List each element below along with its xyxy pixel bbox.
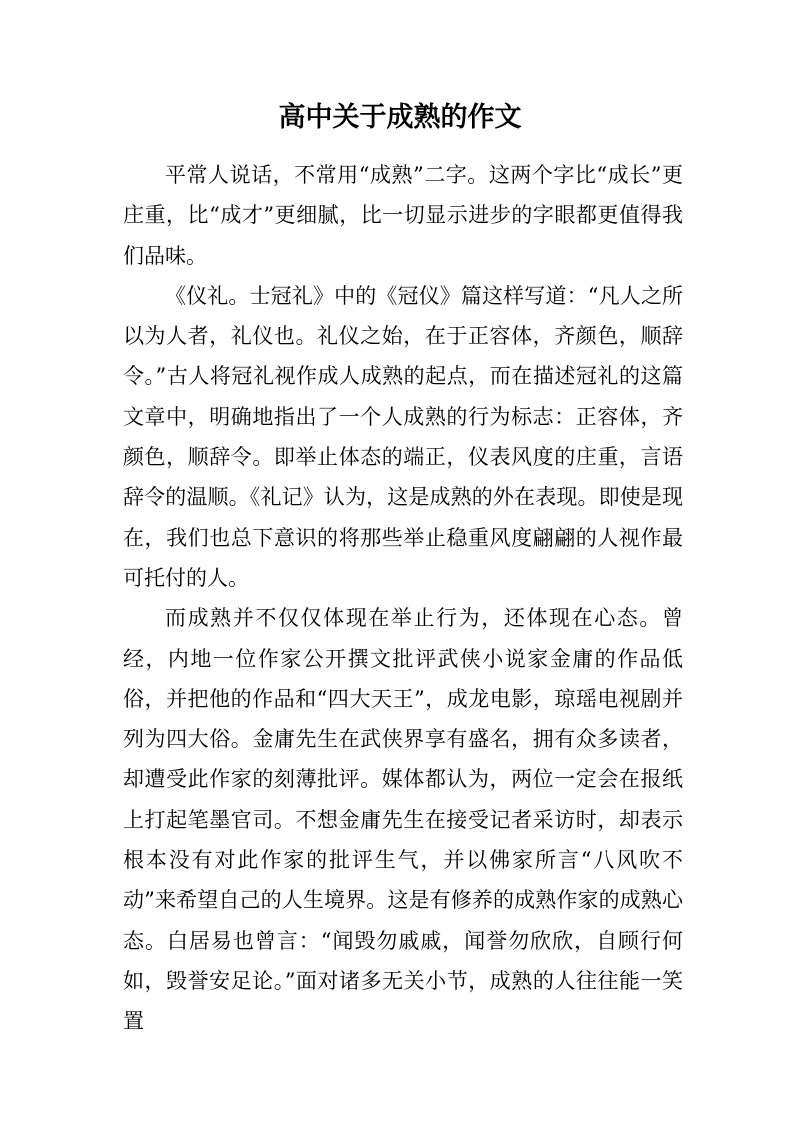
document-body (123, 155, 683, 1042)
paragraph-2: 《仪礼。士冠礼》中的《冠仪》篇这样写道：“凡人之所以为人者，礼仪也。礼仪之始，在于正容体，齐颜色，顺辞令。”古人将冠礼视作成人成熟的起点，而在描述冠礼的这篇文章中，明确地指出了一个人成熟的行为标志：正容体，齐颜色，顺辞令。即举止体态的端正，仪表风度的庄重，言语辞令的温顺。《礼记》认为，这是成熟的外在表现。即使是现在，我们也总下意识的将那些举止稳重风度翩翩的人视作最可托付的人。 (123, 283, 683, 590)
paragraph-3: 而成熟并不仅仅体现在举止行为，还体现在心态。曾经，内地一位作家公开撰文批评武侠小说家金庸的作品低俗，并把他的作品和“四大天王”，成龙电影，琼瑶电视剧并列为四大俗。金庸先生在武侠界享有盛名，拥有众多读者，却遭受此作家的刻薄批评。媒体都认为，两位一定会在报纸上打起笔墨官司。不想金庸先生在接受记者采访时，却表示根本没有对此作家的批评生气，并以佛家所言“八风吹不动”来希望自己的人生境界。这是有修养的成熟作家的成熟心态。白居易也曾言：“闻毁勿戚戚，闻誉勿欣欣，自顾行何如，毁誉安足论。”面对诸多无关小节，成熟的人往往能一笑置 (123, 606, 683, 1034)
document-title: 高中关于成熟的作文 (278, 102, 522, 133)
paragraph-1: 平常人说话，不常用“成熟”二字。这两个字比“成长”更庄重，比“成才”更细腻，比一切显示进步的字眼都更值得我们品味。 (123, 163, 683, 268)
